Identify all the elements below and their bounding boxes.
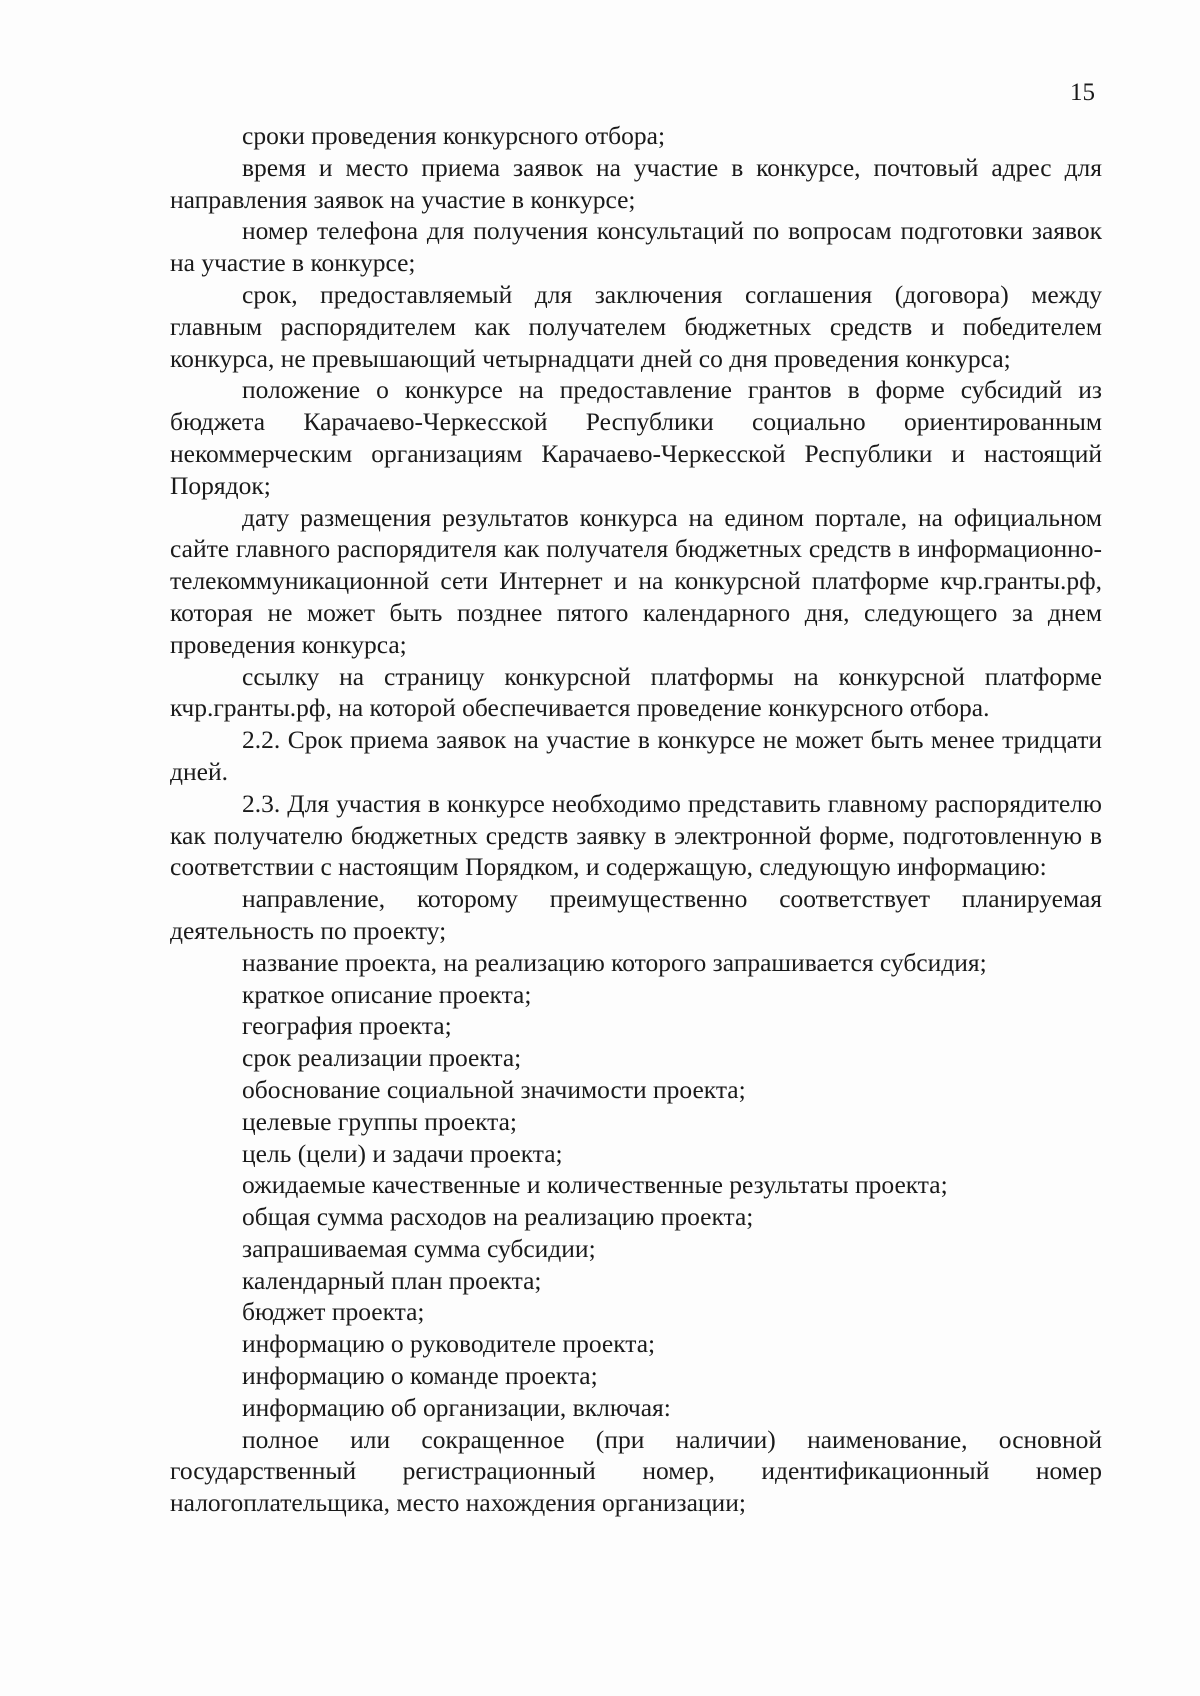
paragraph: срок, предоставляемый для заключения соглашения (договора) между главным распорядителем как получателем бюджетных средств и победителем конкурса, не превышающий четырнадцати дней со дня проведения конкурса; xyxy=(170,279,1102,373)
paragraph: информацию о команде проекта; xyxy=(242,1361,598,1391)
page-number: 15 xyxy=(1070,79,1095,106)
paragraph: 2.3. Для участия в конкурсе необходимо представить главному распорядителю как получателю бюджетных средств заявку в электронной форме, подготовленную в соответствии с настоящим Порядком, и содержащую, следующую информацию: xyxy=(170,788,1102,882)
paragraph: дату размещения результатов конкурса на едином портале, на официальном сайте главного распорядителя как получателя бюджетных средств в информационно-телекоммуникационной сети Интернет и на конкурсной платформе кчр.гранты.рф, которая не может быть позднее пятого календарного дня, следующего за днем проведения конкурса; xyxy=(170,502,1102,659)
paragraph: номер телефона для получения консультаций по вопросам подготовки заявок на участие в конкурсе; xyxy=(170,216,1102,278)
paragraph: название проекта, на реализацию которого запрашивается субсидия; xyxy=(242,947,987,977)
paragraph: ожидаемые качественные и количественные результаты проекта; xyxy=(242,1170,948,1200)
paragraph: время и место приема заявок на участие в конкурсе, почтовый адрес для направления заявок на участие в конкурсе; xyxy=(170,152,1102,214)
paragraph: бюджет проекта; xyxy=(242,1297,425,1327)
paragraph: полное или сокращенное (при наличии) наименование, основной государственный регистрационный номер, идентификационный номер налогоплательщика, место нахождения организации; xyxy=(170,1424,1102,1518)
paragraph: информацию об организации, включая: xyxy=(242,1392,671,1422)
paragraph: общая сумма расходов на реализацию проекта; xyxy=(242,1202,754,1232)
paragraph: положение о конкурсе на предоставление грантов в форме субсидий из бюджета Карачаево-Черкесской Республики социально ориентированным некоммерческим организациям Карачаево-Черкесской Республики и настоящий Порядок; xyxy=(170,375,1102,500)
paragraph: направление, которому преимущественно соответствует планируемая деятельность по проекту; xyxy=(170,884,1102,945)
paragraph: цель (цели) и задачи проекта; xyxy=(242,1138,563,1168)
paragraph: запрашиваемая сумма субсидии; xyxy=(242,1233,596,1263)
paragraph: обоснование социальной значимости проекта; xyxy=(242,1074,746,1104)
paragraph: срок реализации проекта; xyxy=(242,1043,522,1073)
paragraph: краткое описание проекта; xyxy=(242,979,532,1009)
paragraph: ссылку на страницу конкурсной платформы на конкурсной платформе кчр.гранты.рф, на которой обеспечивается проведение конкурсного отбора. xyxy=(170,661,1102,723)
paragraph: целевые группы проекта; xyxy=(242,1106,517,1136)
paragraph: 2.2. Срок приема заявок на участие в конкурсе не может быть менее тридцати дней. xyxy=(170,725,1102,786)
paragraph: календарный план проекта; xyxy=(242,1265,542,1295)
document-body xyxy=(170,120,1102,1519)
paragraph: информацию о руководителе проекта; xyxy=(242,1329,656,1359)
paragraph: сроки проведения конкурсного отбора; xyxy=(242,121,666,150)
paragraph: география проекта; xyxy=(242,1011,452,1041)
